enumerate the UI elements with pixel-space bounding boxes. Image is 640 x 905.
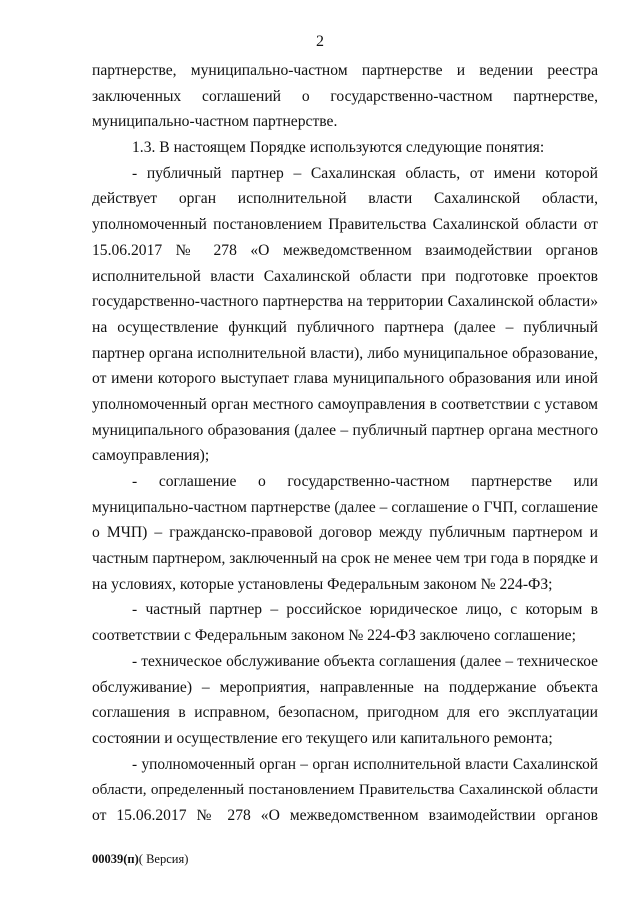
text-line: области, определенный постановлением Правительства Сахалинской области — [92, 781, 598, 799]
text-line: муниципального образования (далее – публичный партнер органа местного — [92, 421, 598, 439]
text-line: обслуживание) – мероприятия, направленные на поддержание объекта — [92, 678, 598, 696]
text-line: - техническое обслуживание объекта соглашения (далее – техническое — [132, 652, 598, 670]
text-line: о МЧП) – гражданско-правовой договор между публичным партнером и — [92, 524, 598, 542]
document-body — [92, 58, 598, 829]
text-line: - уполномоченный орган – орган исполнительной власти Сахалинской — [132, 755, 598, 773]
text-line: государственно-частного партнерства на территории Сахалинской области» — [92, 293, 598, 311]
text-line: действует орган исполнительной власти Сахалинской области, — [92, 190, 598, 208]
text-line: частным партнером, заключенный на срок не менее чем три года в порядке и — [92, 550, 598, 568]
document-version: ( Версия) — [138, 852, 189, 866]
text-line: заключенных соглашений о государственно-частном партнерстве, — [92, 87, 598, 105]
section-heading: 1.3. В настоящем Порядке используются следующие понятия: — [132, 139, 545, 157]
text-line: самоуправления); — [92, 447, 210, 465]
document-code: 00039(п) — [92, 852, 139, 866]
footer — [92, 852, 188, 867]
text-line: партнерстве, муниципально-частном партнерстве и ведении реестра — [92, 62, 598, 79]
text-line: от 15.06.2017 № 278 «О межведомственном взаимодействии органов — [92, 806, 598, 824]
text-line: уполномоченный орган местного самоуправления в соответствии с уставом — [92, 395, 598, 413]
text-line: - публичный партнер – Сахалинская область, от имени которой — [132, 164, 598, 182]
text-line: соглашения в исправном, безопасном, пригодном для его эксплуатации — [92, 704, 598, 722]
text-line: 15.06.2017 № 278 «О межведомственном взаимодействии органов — [92, 241, 598, 259]
page-number: 2 — [316, 33, 324, 50]
text-line: - соглашение о государственно-частном партнерстве или — [132, 473, 598, 490]
text-line: исполнительной власти Сахалинской области при подготовке проектов — [92, 267, 598, 285]
text-line: на условиях, которые установлены Федеральным законом № 224-ФЗ; — [92, 575, 553, 593]
text-line: соответствии с Федеральным законом № 224-ФЗ заключено соглашение; — [92, 627, 576, 645]
text-line: - частный партнер – российское юридическое лицо, с которым в — [132, 601, 598, 619]
text-line: муниципально-частном партнерстве. — [92, 113, 338, 131]
text-line: уполномоченный постановлением Правительства Сахалинской области от — [92, 216, 598, 234]
text-line: от имени которого выступает глава муниципального образования или иной — [92, 370, 598, 388]
text-line: муниципально-частном партнерстве (далее – соглашение о ГЧП, соглашение — [92, 498, 598, 516]
text-line: состоянии и осуществление его текущего или капитального ремонта; — [92, 729, 553, 747]
text-line: на осуществление функций публичного партнера (далее – публичный — [92, 318, 598, 336]
text-line: партнер органа исполнительной власти), либо муниципальное образование, — [92, 344, 598, 362]
